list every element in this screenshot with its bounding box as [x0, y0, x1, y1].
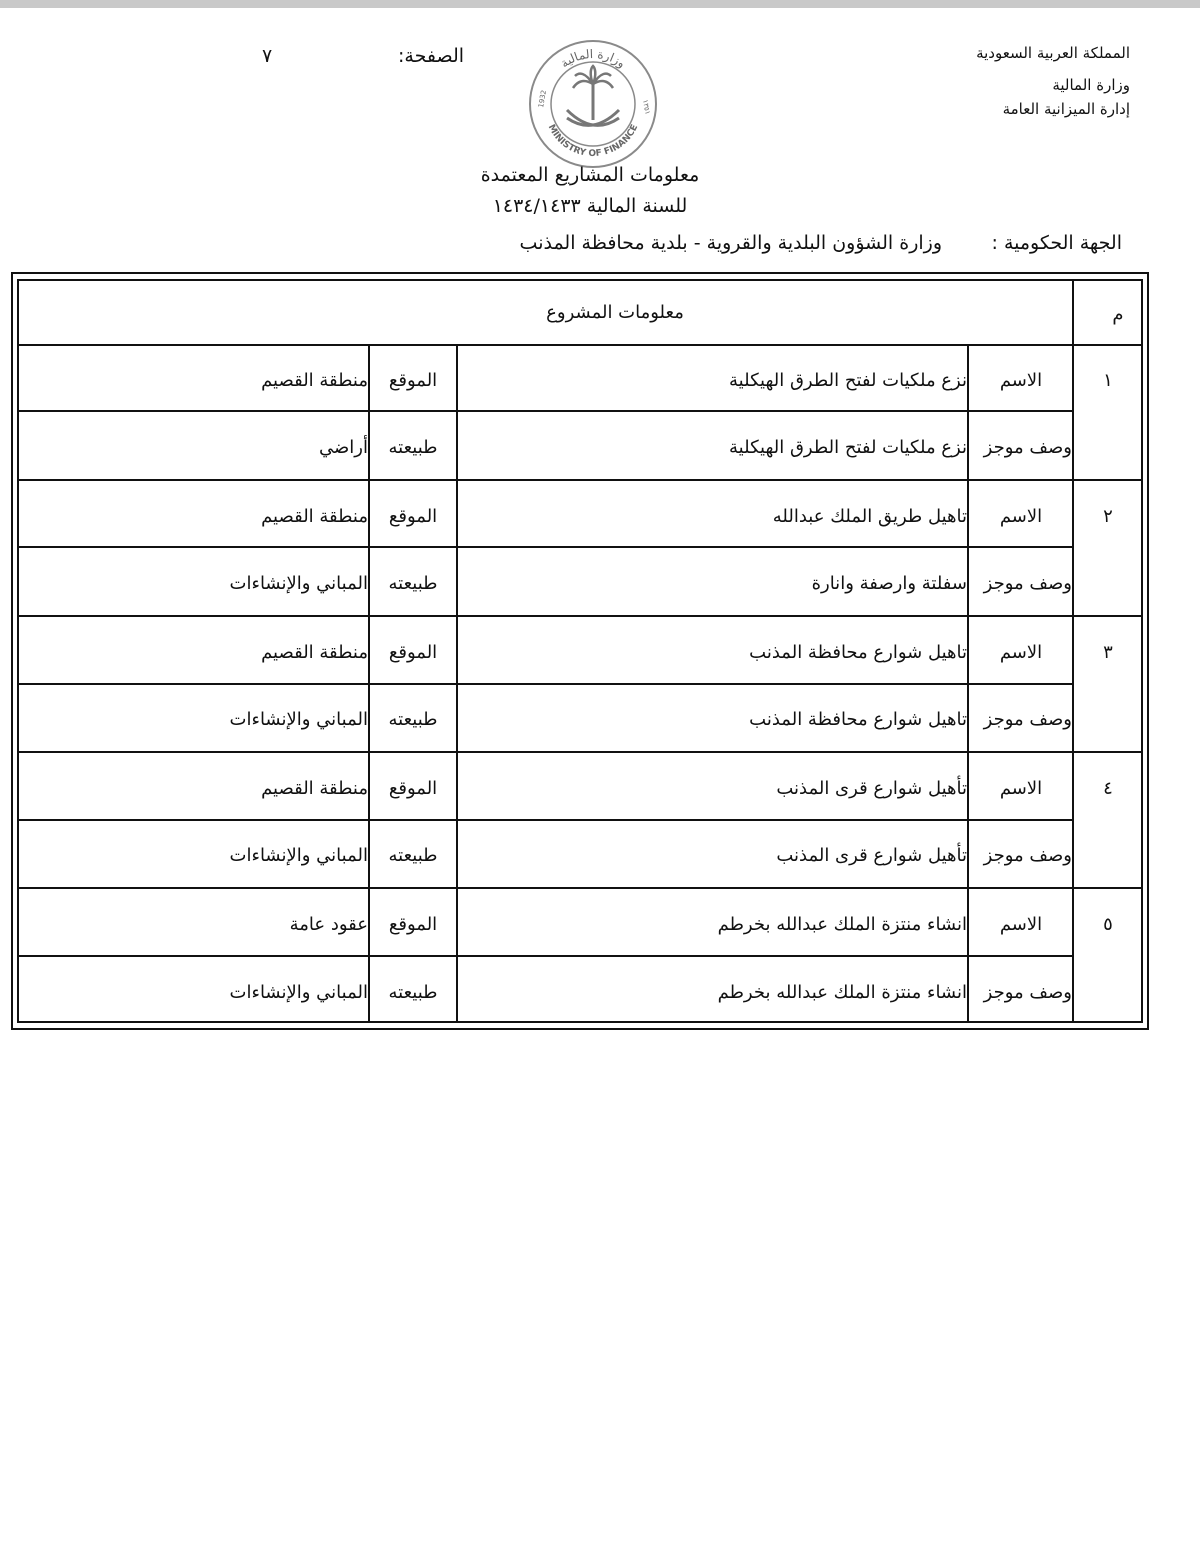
row-5-location-label: الموقع	[388, 914, 438, 935]
row-1-index: ١	[1103, 370, 1113, 391]
svg-text:MINISTRY OF FINANCE	[546, 123, 640, 159]
ministry-name: وزارة المالية	[1052, 76, 1130, 94]
seal-year-left: 1932	[537, 89, 549, 109]
palm-swords-emblem-icon	[567, 66, 619, 125]
row-1-divider	[17, 479, 1143, 481]
header-divider	[17, 344, 1143, 346]
row-2-nature: المباني والإنشاءات	[229, 573, 368, 594]
row-3-location: منطقة القصيم	[261, 642, 368, 663]
kingdom-name: المملكة العربية السعودية	[976, 44, 1130, 62]
col-index-header: م	[1112, 304, 1124, 325]
row-1-location-label: الموقع	[388, 370, 438, 391]
row-3-name: تاهيل شوارع محافظة المذنب	[749, 642, 967, 663]
row-4-name: تأهيل شوارع قرى المذنب	[776, 778, 967, 799]
row-5-name: انشاء منتزة الملك عبدالله بخرطم	[717, 914, 967, 935]
row-2-description: سفلتة وارصفة وانارة	[811, 573, 967, 594]
entity-label: الجهة الحكومية :	[991, 232, 1122, 254]
ministry-seal	[527, 38, 659, 170]
row-3-description: تاهيل شوارع محافظة المذنب	[749, 709, 967, 730]
row-5-nature: المباني والإنشاءات	[229, 982, 368, 1003]
document-title: معلومات المشاريع المعتمدة	[480, 164, 700, 186]
row-2-divider	[17, 615, 1143, 617]
row-3-desc-label: وصف موجز	[983, 709, 1072, 730]
row-5-name-label: الاسم	[999, 914, 1043, 935]
row-1-inner-divider	[17, 410, 1074, 412]
row-2-index: ٢	[1103, 506, 1113, 527]
row-3-location-label: الموقع	[388, 642, 438, 663]
row-4-nature-label: طبيعته	[388, 845, 438, 866]
col-info-header: معلومات المشروع	[546, 302, 684, 323]
row-3-nature: المباني والإنشاءات	[229, 709, 368, 730]
row-3-divider	[17, 751, 1143, 753]
seal-arabic-text: وزارة المالية	[557, 46, 629, 71]
row-1-location: منطقة القصيم	[261, 370, 368, 391]
index-column-divider	[1072, 279, 1074, 1023]
row-2-desc-label: وصف موجز	[983, 573, 1072, 594]
row-1-nature: أراضي	[319, 437, 368, 458]
row-2-nature-label: طبيعته	[388, 573, 438, 594]
row-5-index: ٥	[1103, 914, 1113, 935]
row-5-nature-label: طبيعته	[388, 982, 438, 1003]
department-name: إدارة الميزانية العامة	[1002, 100, 1130, 118]
row-4-location: منطقة القصيم	[261, 778, 368, 799]
row-4-inner-divider	[17, 819, 1074, 821]
row-1-description: نزع ملكيات لفتح الطرق الهيكلية	[729, 437, 967, 458]
row-5-location: عقود عامة	[289, 914, 368, 935]
row-2-location-label: الموقع	[388, 506, 438, 527]
entity-value: وزارة الشؤون البلدية والقروية - بلدية محافظة المذنب	[519, 232, 942, 254]
row-4-nature: المباني والإنشاءات	[229, 845, 368, 866]
row-1-name-label: الاسم	[999, 370, 1043, 391]
row-5-desc-label: وصف موجز	[983, 982, 1072, 1003]
row-3-name-label: الاسم	[999, 642, 1043, 663]
row-2-location: منطقة القصيم	[261, 506, 368, 527]
row-4-divider	[17, 887, 1143, 889]
row-1-name: نزع ملكيات لفتح الطرق الهيكلية	[729, 370, 967, 391]
row-5-inner-divider	[17, 955, 1074, 957]
top-edge-bar	[0, 0, 1200, 8]
row-3-inner-divider	[17, 683, 1074, 685]
row-1-desc-label: وصف موجز	[983, 437, 1072, 458]
row-1-nature-label: طبيعته	[388, 437, 438, 458]
row-3-index: ٣	[1103, 642, 1113, 663]
row-4-name-label: الاسم	[999, 778, 1043, 799]
row-2-name-label: الاسم	[999, 506, 1043, 527]
fiscal-year: للسنة المالية ١٤٣٤/١٤٣٣	[492, 195, 688, 217]
row-5-description: انشاء منتزة الملك عبدالله بخرطم	[717, 982, 967, 1003]
row-4-index: ٤	[1103, 778, 1113, 799]
row-2-name: تاهيل طريق الملك عبدالله	[772, 506, 967, 527]
row-2-inner-divider	[17, 546, 1074, 548]
page-label: الصفحة:	[398, 45, 465, 67]
seal-english-text: MINISTRY OF FINANCE	[545, 123, 641, 160]
row-4-location-label: الموقع	[388, 778, 438, 799]
row-4-desc-label: وصف موجز	[983, 845, 1072, 866]
seal-year-right: ١٣٥١	[641, 98, 652, 116]
row-3-nature-label: طبيعته	[388, 709, 438, 730]
row-4-description: تأهيل شوارع قرى المذنب	[776, 845, 967, 866]
page-number: ٧	[262, 45, 273, 67]
